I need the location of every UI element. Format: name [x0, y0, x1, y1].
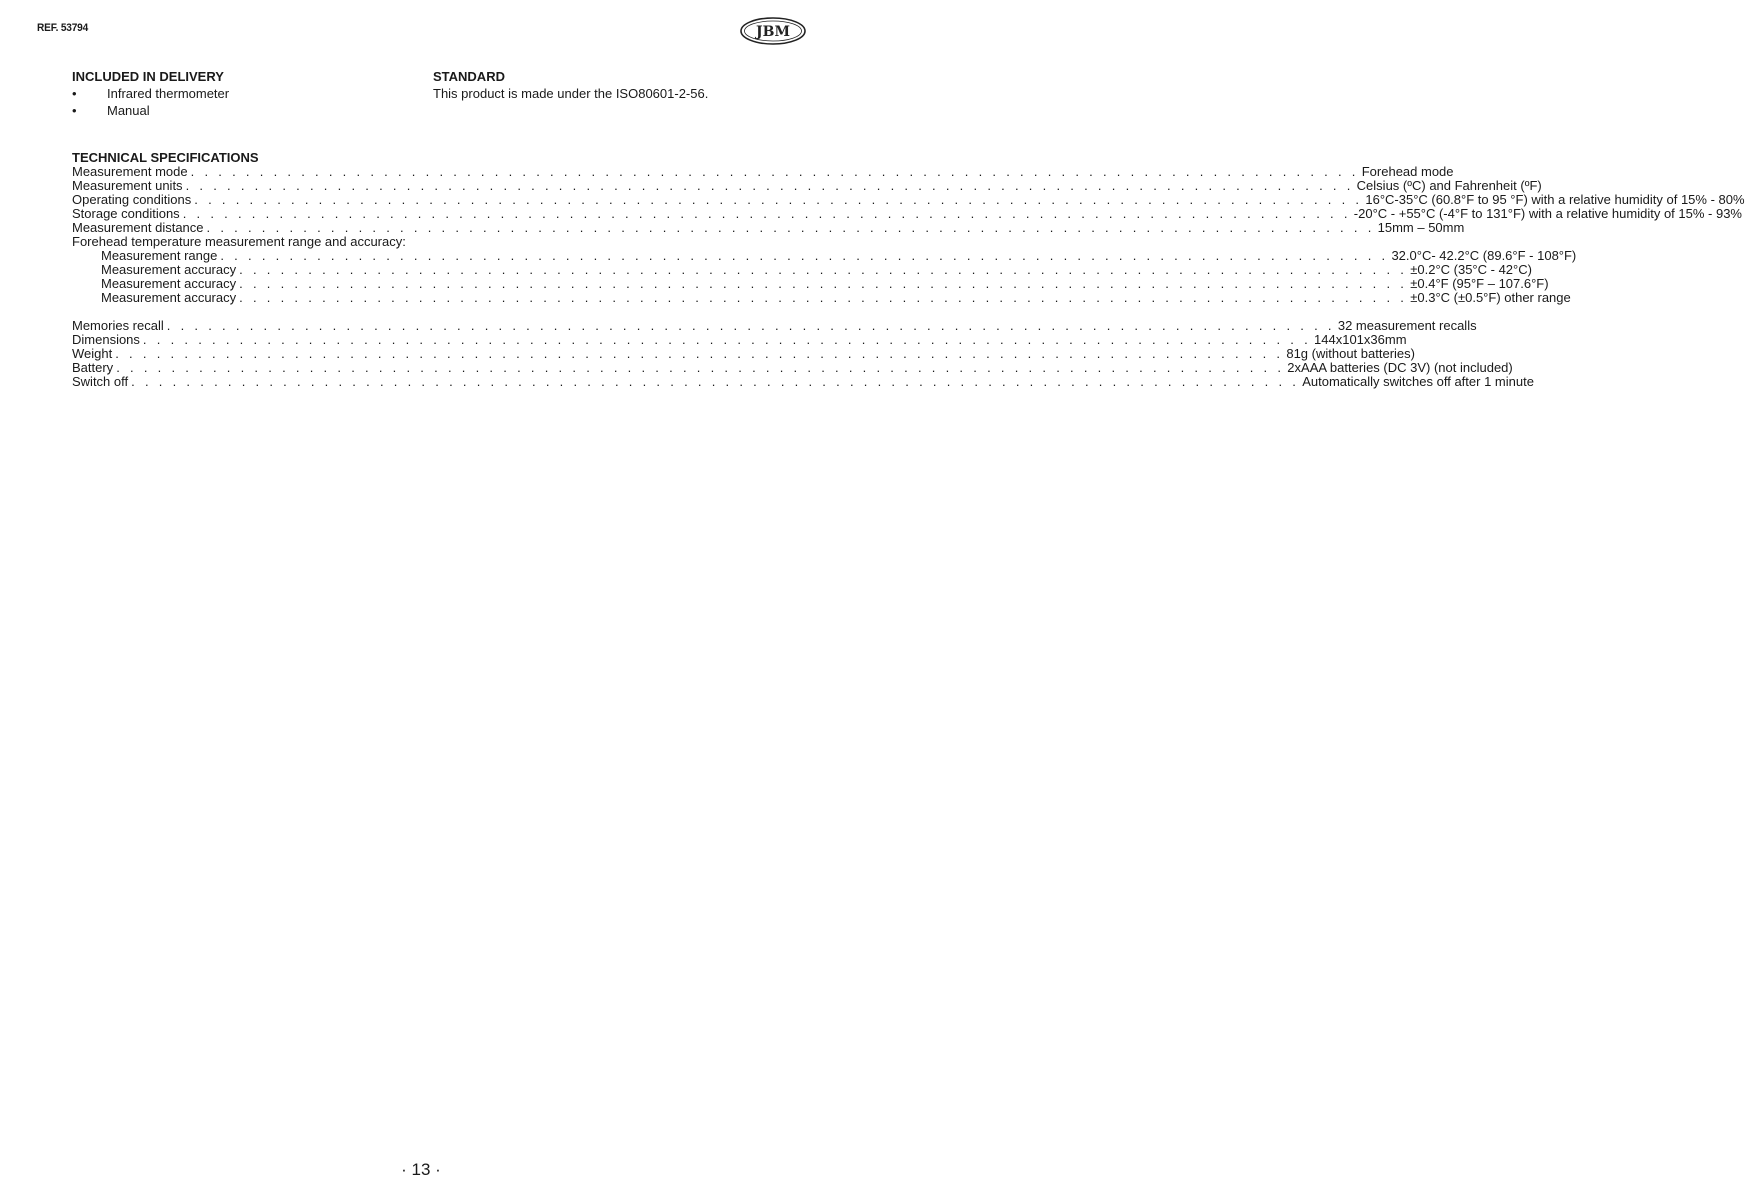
dot-leader: . . . . . . . . . . . . . . . . . . . . . . . . . . . . . . . . . . . . . . . . . . . . . . . . . . . . . . . . . . . . . . . . . . . . . . . . . . . . . . . . . . . . .	[194, 192, 1363, 207]
bullet: •	[72, 103, 77, 118]
spec-row	[72, 262, 1532, 277]
technical-specifications	[72, 150, 1745, 389]
dot-leader: . . . . . . . . . . . . . . . . . . . . . . . . . . . . . . . . . . . . . . . . . . . . . . . . . . . . . . . . . . . . . . . . . . . . . . . . . . . . . . . . . . . . .	[239, 276, 1408, 291]
spec-label: Dimensions	[72, 332, 140, 347]
spec-value: 32 measurement recalls	[1337, 318, 1477, 333]
spec-label: Measurement mode	[72, 164, 188, 179]
spec-value: Celsius (ºC) and Fahrenheit (ºF)	[1356, 178, 1542, 193]
dot-leader: . . . . . . . . . . . . . . . . . . . . . . . . . . . . . . . . . . . . . . . . . . . . . . . . . . . . . . . . . . . . . . . . . . . . . . . . . . . . . . . . . . . . .	[239, 290, 1408, 305]
spec-value: 16°C-35°C (60.8°F to 95 °F) with a relative humidity of 15% - 80%	[1365, 192, 1745, 207]
spec-row	[72, 276, 1549, 291]
spec-row	[72, 332, 1407, 347]
list-item	[72, 102, 412, 119]
spec-row	[72, 374, 1534, 389]
spec-value: Automatically switches off after 1 minute	[1302, 374, 1534, 389]
spec-label: Measurement distance	[72, 220, 204, 235]
spec-row	[72, 164, 1454, 179]
spec-value: -20°C - +55°C (-4°F to 131°F) with a relative humidity of 15% - 93%	[1353, 206, 1742, 221]
jbm-logo	[740, 17, 806, 45]
delivery-section	[72, 68, 412, 119]
dot-leader: . . . . . . . . . . . . . . . . . . . . . . . . . . . . . . . . . . . . . . . . . . . . . . . . . . . . . . . . . . . . . . . . . . . . . . . . . . . . . . . . . . . . .	[116, 360, 1285, 375]
dot-leader: . . . . . . . . . . . . . . . . . . . . . . . . . . . . . . . . . . . . . . . . . . . . . . . . . . . . . . . . . . . . . . . . . . . . . . . . . . . . . . . . . . . . .	[190, 164, 1359, 179]
spec-value: Forehead mode	[1361, 164, 1454, 179]
spec-value: 81g (without batteries)	[1286, 346, 1415, 361]
delivery-heading: INCLUDED IN DELIVERY	[72, 69, 224, 84]
spec-label: Measurement accuracy	[101, 276, 237, 291]
spec-value: ±0.3°C (±0.5°F) other range	[1410, 290, 1571, 305]
spec-label: Weight	[72, 346, 113, 361]
spec-value: 32.0°C- 42.2°C (89.6°F - 108°F)	[1391, 248, 1577, 263]
dot-leader: . . . . . . . . . . . . . . . . . . . . . . . . . . . . . . . . . . . . . . . . . . . . . . . . . . . . . . . . . . . . . . . . . . . . . . . . . . . . . . . . . . . . .	[115, 346, 1284, 361]
dot-leader: . . . . . . . . . . . . . . . . . . . . . . . . . . . . . . . . . . . . . . . . . . . . . . . . . . . . . . . . . . . . . . . . . . . . . . . . . . . . . . . . . . . . .	[239, 262, 1408, 277]
spec-value: 2xAAA batteries (DC 3V) (not included)	[1287, 360, 1513, 375]
logo-text: JBM	[756, 24, 790, 40]
spec-value: 144x101x36mm	[1314, 332, 1407, 347]
reference-number: REF. 53794	[37, 22, 89, 34]
spec-label: Measurement range	[101, 248, 218, 263]
forehead-heading: Forehead temperature measurement range and accuracy:	[72, 234, 406, 249]
spec-value: 15mm – 50mm	[1377, 220, 1465, 235]
spec-label: Operating conditions	[72, 192, 192, 207]
spec-row	[72, 346, 1415, 361]
spec-row	[72, 360, 1513, 375]
delivery-item: Infrared thermometer	[107, 86, 230, 101]
standard-section	[433, 68, 773, 102]
spec-value: ±0.2°C (35°C - 42°C)	[1410, 262, 1532, 277]
spec-label: Battery	[72, 360, 114, 375]
standard-heading: STANDARD	[433, 69, 505, 84]
spec-value: ±0.4°F (95°F – 107.6°F)	[1410, 276, 1549, 291]
spec-row	[72, 248, 1577, 263]
spec-row	[72, 318, 1477, 333]
dot-leader: . . . . . . . . . . . . . . . . . . . . . . . . . . . . . . . . . . . . . . . . . . . . . . . . . . . . . . . . . . . . . . . . . . . . . . . . . . . . . . . . . . . . .	[185, 178, 1354, 193]
spec-label: Measurement accuracy	[101, 262, 237, 277]
spec-row	[72, 206, 1742, 221]
delivery-item: Manual	[107, 103, 150, 118]
standard-text: This product is made under the ISO80601-2-56.	[433, 86, 709, 101]
spec-label: Measurement accuracy	[101, 290, 237, 305]
dot-leader: . . . . . . . . . . . . . . . . . . . . . . . . . . . . . . . . . . . . . . . . . . . . . . . . . . . . . . . . . . . . . . . . . . . . . . . . . . . . . . . . . . . . .	[220, 248, 1389, 263]
spec-label: Measurement units	[72, 178, 183, 193]
spec-row	[72, 178, 1542, 193]
dot-leader: . . . . . . . . . . . . . . . . . . . . . . . . . . . . . . . . . . . . . . . . . . . . . . . . . . . . . . . . . . . . . . . . . . . . . . . . . . . . . . . . . . . . .	[166, 318, 1335, 333]
specs-heading: TECHNICAL SPECIFICATIONS	[72, 150, 259, 165]
dot-leader: . . . . . . . . . . . . . . . . . . . . . . . . . . . . . . . . . . . . . . . . . . . . . . . . . . . . . . . . . . . . . . . . . . . . . . . . . . . . . . . . . . . . .	[206, 220, 1375, 235]
dot-leader: . . . . . . . . . . . . . . . . . . . . . . . . . . . . . . . . . . . . . . . . . . . . . . . . . . . . . . . . . . . . . . . . . . . . . . . . . . . . . . . . . . . . .	[142, 332, 1312, 347]
list-item	[72, 85, 412, 102]
spec-label: Switch off	[72, 374, 129, 389]
spec-row	[72, 220, 1465, 235]
spec-row	[72, 290, 1571, 305]
dot-leader: . . . . . . . . . . . . . . . . . . . . . . . . . . . . . . . . . . . . . . . . . . . . . . . . . . . . . . . . . . . . . . . . . . . . . . . . . . . . . . . . . . . . .	[131, 374, 1300, 389]
page-number: · 13 ·	[401, 1160, 441, 1179]
spec-row	[72, 192, 1745, 207]
bullet: •	[72, 86, 77, 101]
spec-label: Storage conditions	[72, 206, 180, 221]
spec-label: Memories recall	[72, 318, 164, 333]
dot-leader: . . . . . . . . . . . . . . . . . . . . . . . . . . . . . . . . . . . . . . . . . . . . . . . . . . . . . . . . . . . . . . . . . . . . . . . . . . . . . . . . . . . . .	[182, 206, 1351, 221]
